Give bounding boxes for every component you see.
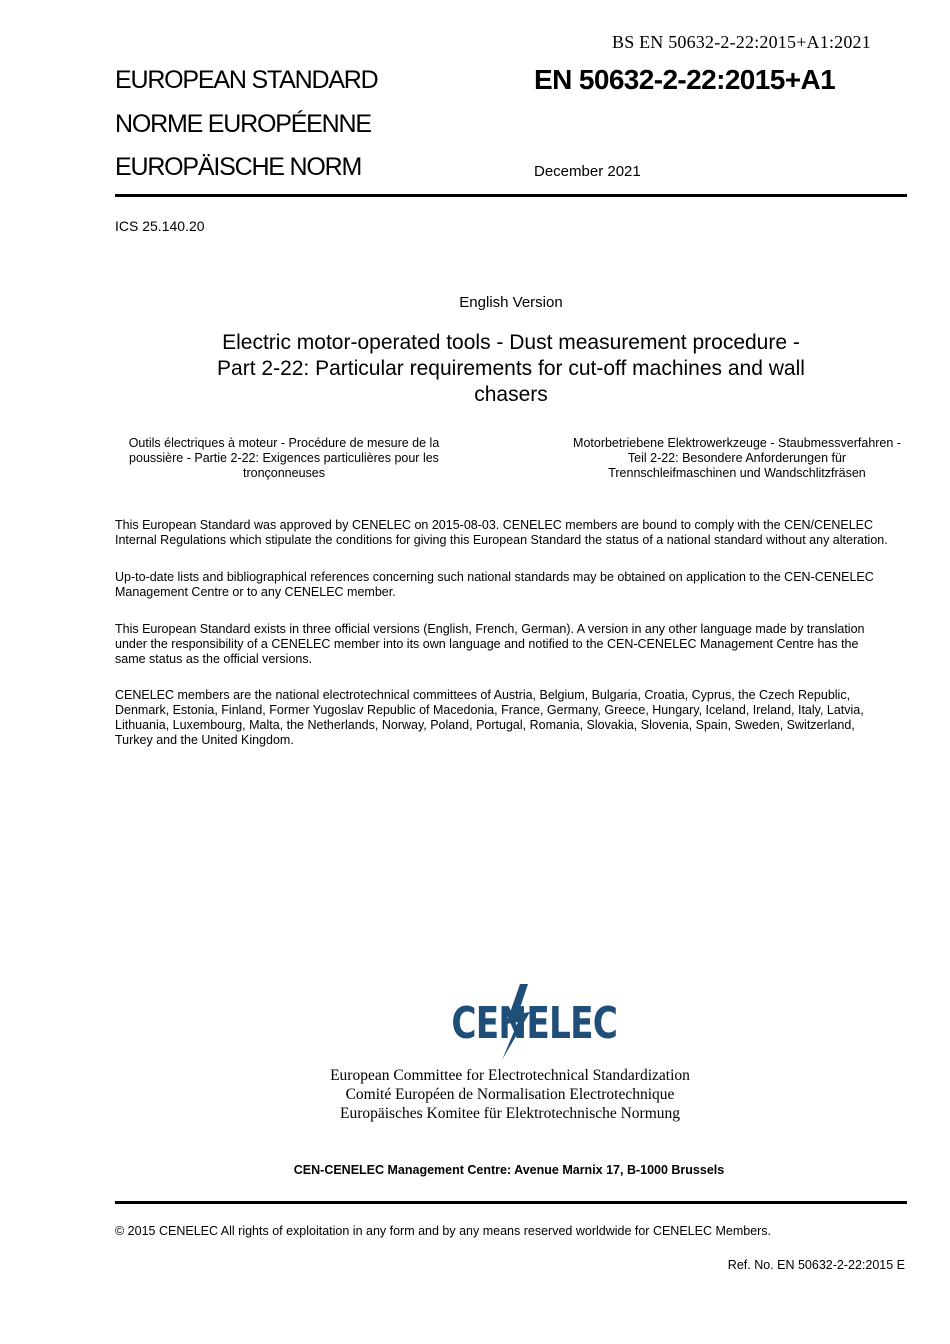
committee-name-german: Europäisches Komitee für Elektrotechnische Normung (339, 1105, 681, 1122)
reference-number: Ref. No. EN 50632-2-22:2015 E (727, 1258, 905, 1272)
cenelec-logo (432, 980, 618, 1060)
versions-line-1: This European Standard exists in three official versions (English, French, German). A version in any other language made by translation (115, 622, 865, 636)
standard-name-german: EUROPÄISCHE NORM (115, 153, 362, 181)
approval-line-2: Internal Regulations which stipulate the conditions for giving this European Standard the status of a national standard without any alteration. (115, 533, 888, 547)
committee-names (0, 1066, 950, 1123)
standard-number: EN 50632-2-22:2015+A1 (534, 64, 836, 95)
french-title-line-3: tronçonneuses (242, 466, 325, 480)
title-line-3: chasers (474, 383, 548, 406)
ics-code: ICS 25.140.20 (115, 218, 205, 234)
header-divider (115, 194, 907, 197)
members-line-4: Turkey and the United Kingdom. (115, 733, 294, 747)
approval-paragraph (115, 518, 915, 548)
approval-line-1: This European Standard was approved by CENELEC on 2015-08-03. CENELEC members are bound to comply with the CEN/CENELEC (115, 518, 874, 532)
document-title (150, 330, 872, 408)
members-line-3: Lithuania, Luxembourg, Malta, the Netherlands, Norway, Poland, Portugal, Romania, Slovakia, Slovenia, Spain, Sweden, Switzerland, (115, 718, 855, 732)
standard-name-english: EUROPEAN STANDARD (115, 66, 378, 94)
copyright-notice: © 2015 CENELEC All rights of exploitation in any form and by any means reserved worldwide for CENELEC Members. (115, 1224, 772, 1238)
french-title (114, 436, 454, 481)
lists-line-2: Management Centre or to any CENELEC member. (115, 585, 396, 599)
committee-name-english: European Committee for Electrotechnical Standardization (330, 1067, 690, 1084)
lists-paragraph (115, 570, 915, 600)
members-paragraph (115, 688, 915, 748)
french-title-line-2: poussière - Partie 2-22: Exigences particulières pour les (129, 451, 439, 465)
versions-line-2: under the responsibility of a CENELEC member into its own language and notified to the CEN-CENELEC Management Centre has the (115, 637, 859, 651)
footer-divider (115, 1201, 907, 1204)
versions-line-3: same status as the official versions. (115, 652, 313, 666)
versions-paragraph (115, 622, 915, 667)
committee-name-french: Comité Européen de Normalisation Electrotechnique (345, 1086, 675, 1103)
german-title-line-3: Trennschleifmaschinen und Wandschlitzfräsen (608, 466, 866, 480)
language-version: English Version (459, 294, 563, 311)
cenelec-logo-text: CENELEC (451, 998, 618, 1049)
members-line-2: Denmark, Estonia, Finland, Former Yugoslav Republic of Macedonia, France, Germany, Greece, Hungary, Iceland, Ireland, Italy, Latvia, (115, 703, 864, 717)
german-title-line-1: Motorbetriebene Elektrowerkzeuge - Staubmessverfahren - (573, 436, 901, 450)
management-centre-address: CEN-CENELEC Management Centre: Avenue Marnix 17, B-1000 Brussels (293, 1163, 725, 1177)
german-title (567, 436, 907, 481)
lists-line-1: Up-to-date lists and bibliographical references concerning such national standards may be obtained on application to the CEN-CENELEC (115, 570, 874, 584)
german-title-line-2: Teil 2-22: Besondere Anforderungen für (627, 451, 847, 465)
bs-reference: BS EN 50632-2-22:2015+A1:2021 (612, 32, 871, 52)
members-line-1: CENELEC members are the national electrotechnical committees of Austria, Belgium, Bulgaria, Croatia, Cyprus, the Czech Republic, (115, 688, 851, 702)
standard-name-french: NORME EUROPÉENNE (115, 110, 371, 138)
title-line-1: Electric motor-operated tools - Dust measurement procedure - (222, 331, 800, 354)
publication-date: December 2021 (534, 163, 641, 180)
title-line-2: Part 2-22: Particular requirements for cut-off machines and wall (217, 357, 805, 380)
french-title-line-1: Outils électriques à moteur - Procédure de mesure de la (128, 436, 440, 450)
